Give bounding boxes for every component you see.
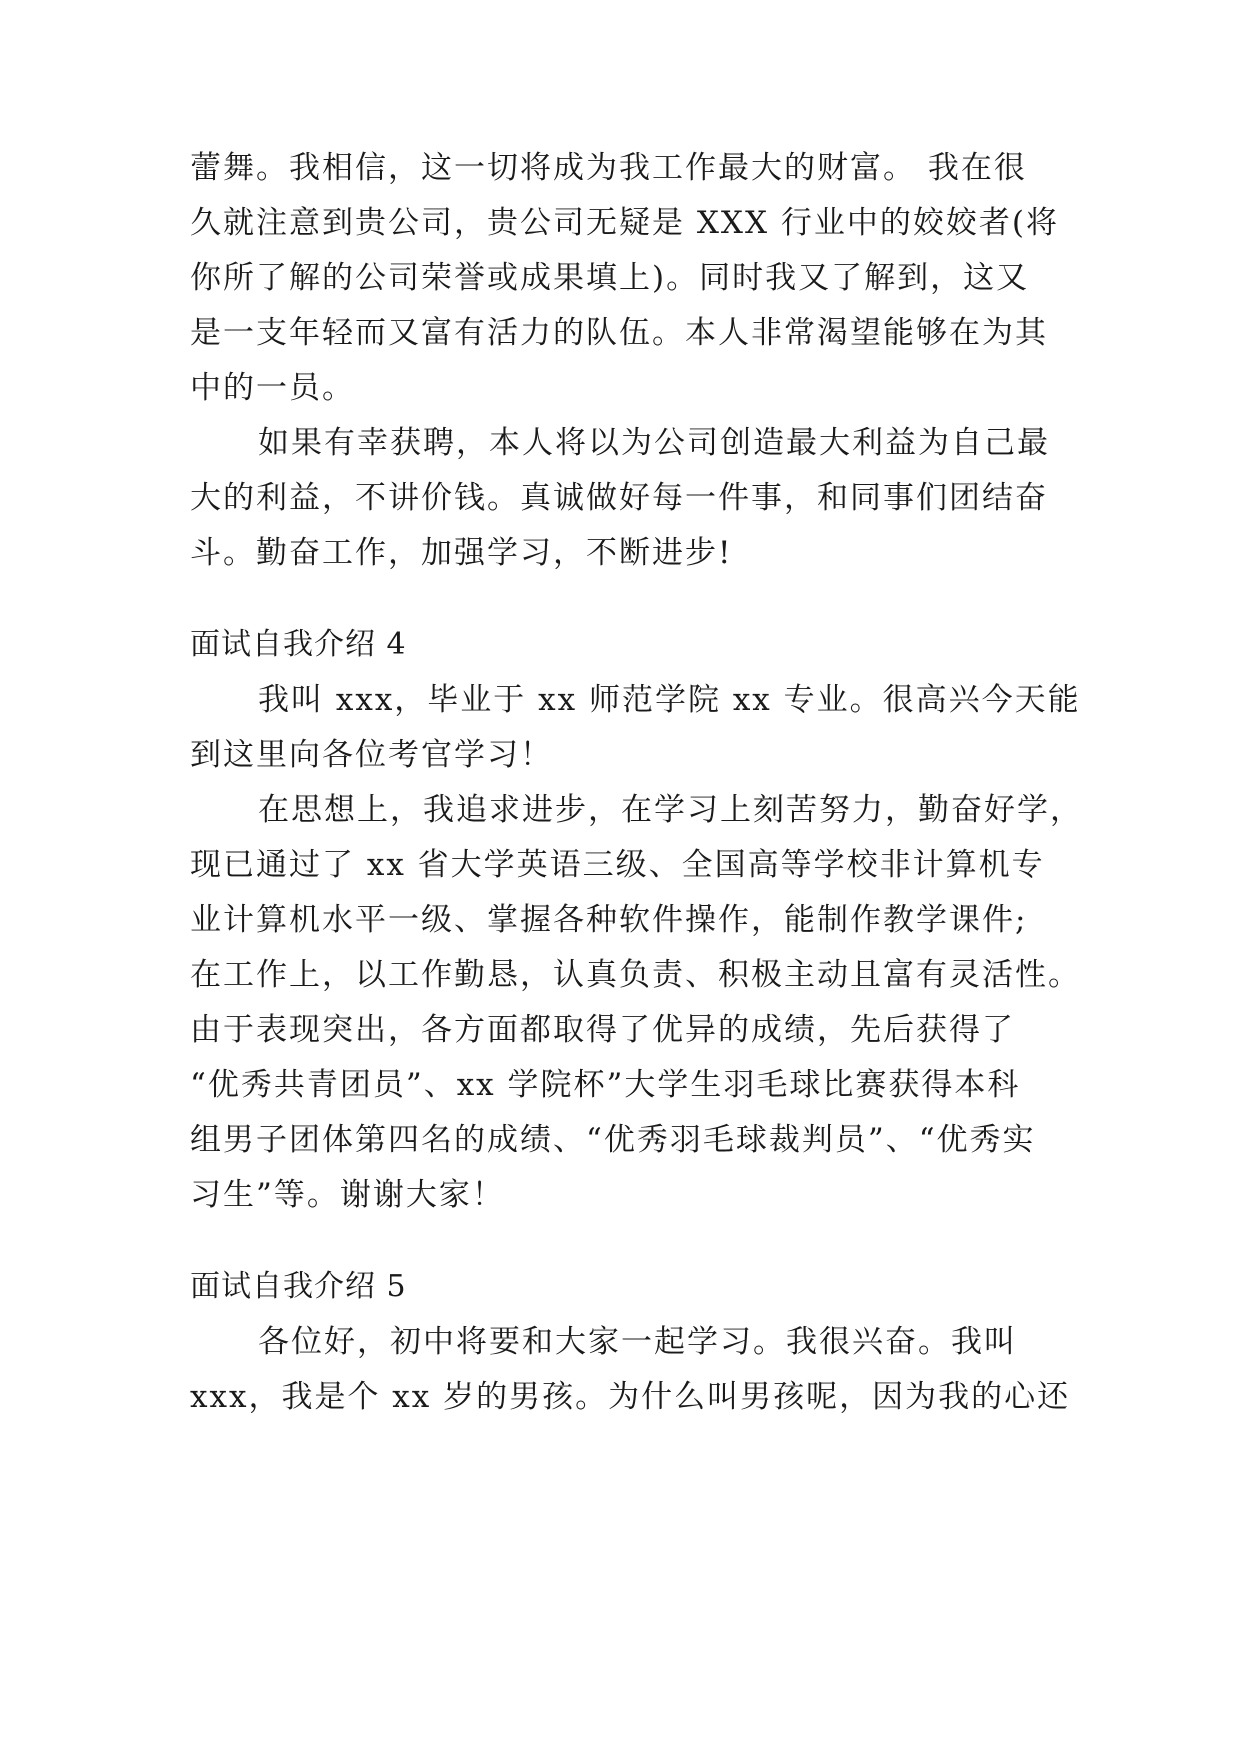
section-heading: 面试自我介绍 4 [190, 627, 407, 662]
text-line: 由于表现突出，各方面都取得了优异的成绩，先后获得了 [190, 1012, 1015, 1048]
text-line: “优秀共青团员”、xx 学院杯”大学生羽毛球比赛获得本科 [190, 1067, 1021, 1103]
text-line: 现已通过了 xx 省大学英语三级、全国高等学校非计算机专 [190, 847, 1045, 883]
text-line: 各位好，初中将要和大家一起学习。我很兴奋。我叫 [258, 1324, 1017, 1360]
text-line: 蕾舞。我相信，这一切将成为我工作最大的财富。 我在很 [190, 150, 1027, 186]
text-line: 到这里向各位考官学习！ [190, 737, 553, 773]
text-line: 久就注意到贵公司，贵公司无疑是 XXX 行业中的姣姣者(将 [190, 205, 1060, 241]
section-heading: 面试自我介绍 5 [190, 1269, 407, 1304]
text-line: 中的一员。 [190, 370, 355, 406]
text-line: 斗。勤奋工作，加强学习，不断进步! [190, 535, 733, 571]
text-line: 在工作上，以工作勤恳，认真负责、积极主动且富有灵活性。 [190, 957, 1081, 993]
text-line: 如果有幸获聘，本人将以为公司创造最大利益为自己最 [258, 425, 1050, 461]
text-line: xxx，我是个 xx 岁的男孩。为什么叫男孩呢，因为我的心还 [190, 1379, 1071, 1415]
text-line: 是一支年轻而又富有活力的队伍。本人非常渴望能够在为其 [190, 315, 1048, 351]
text-line: 大的利益，不讲价钱。真诚做好每一件事，和同事们团结奋 [190, 480, 1048, 516]
text-line: 我叫 xxx，毕业于 xx 师范学院 xx 专业。很高兴今天能 [258, 682, 1081, 718]
text-line: 在思想上，我追求进步，在学习上刻苦努力，勤奋好学， [258, 792, 1083, 828]
text-line: 你所了解的公司荣誉或成果填上)。同时我又了解到，这又 [190, 260, 1030, 296]
text-line: 组男子团体第四名的成绩、“优秀羽毛球裁判员”、“优秀实 [190, 1122, 1036, 1158]
text-line: 习生”等。谢谢大家！ [190, 1177, 505, 1213]
text-line: 业计算机水平一级、掌握各种软件操作，能制作教学课件; [190, 902, 1028, 938]
